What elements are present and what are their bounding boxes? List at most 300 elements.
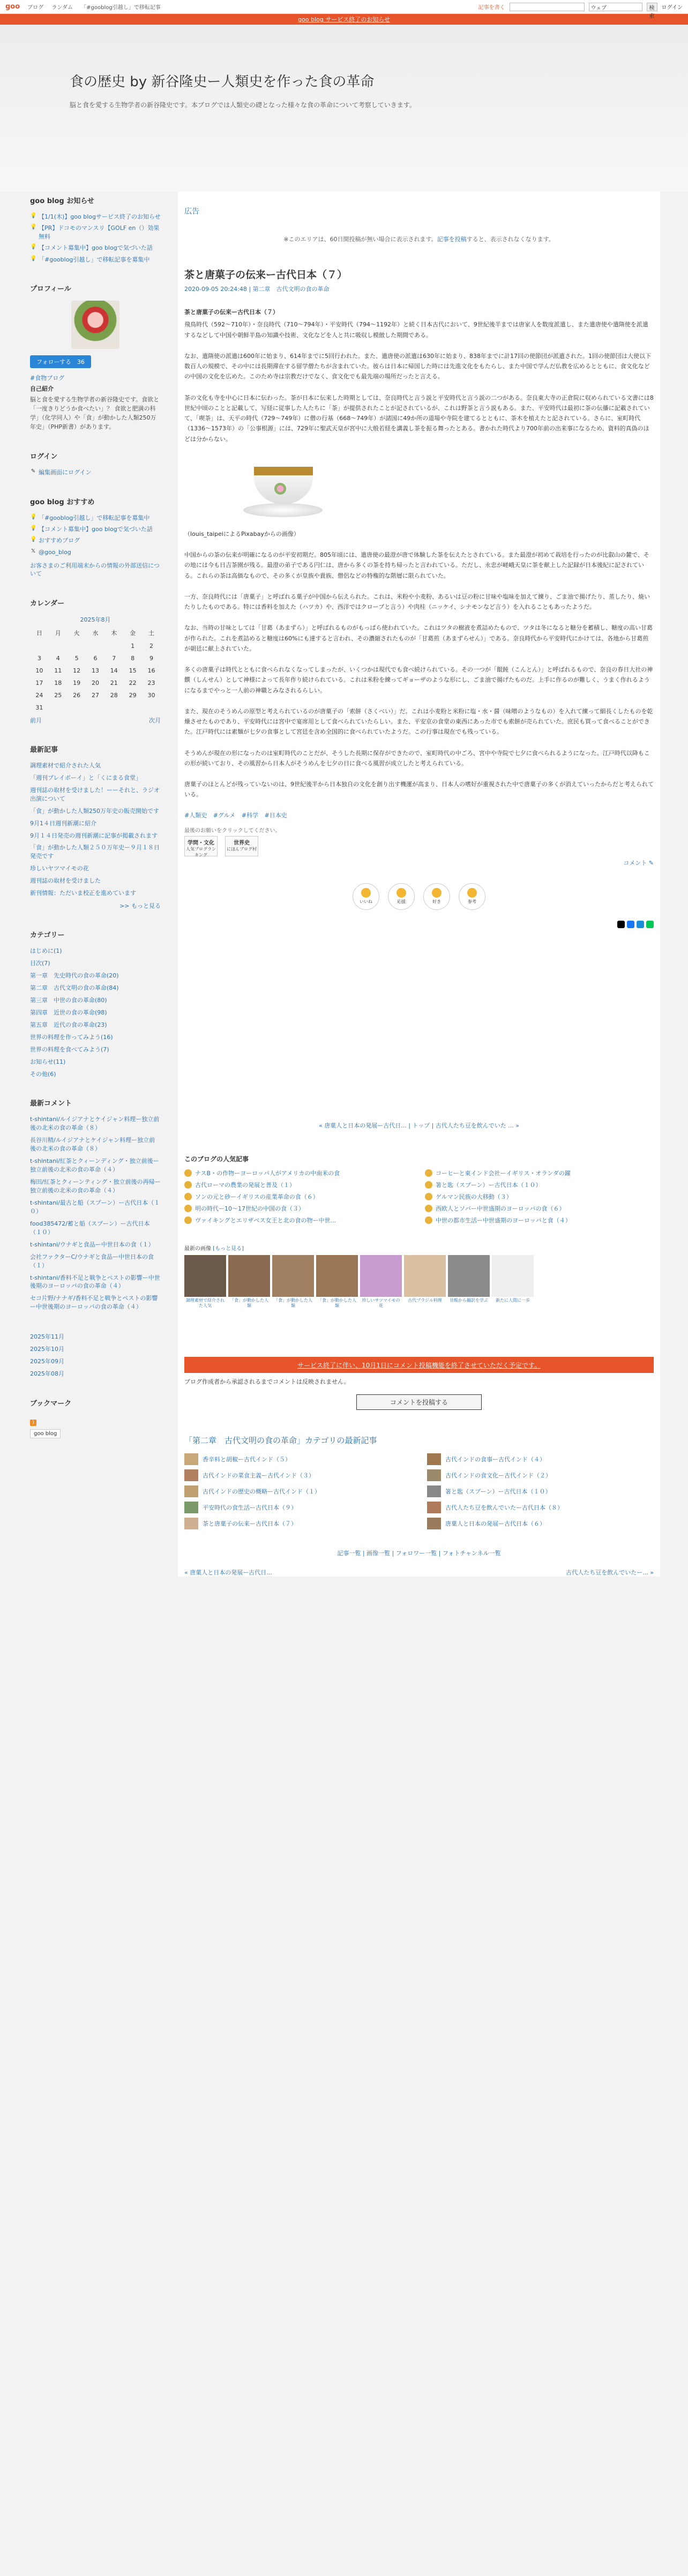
ad-title: 広告 <box>184 207 199 216</box>
comment-item-link[interactable]: t-shintani/最古と船（スプーン）ー古代日本（１０） <box>30 1199 160 1215</box>
login-section <box>30 451 161 476</box>
category-latest-link[interactable]: 平安時代の食生活ー古代日本（９） <box>203 1504 297 1512</box>
calendar-day[interactable]: 16 <box>147 667 155 674</box>
calendar-day <box>86 640 105 652</box>
category-item-link[interactable]: 第三章 中世の食の革命(80) <box>30 996 107 1004</box>
pencil-icon: ✎ <box>648 859 654 867</box>
archive-item-link[interactable]: 2025年09月 <box>30 1358 64 1365</box>
comment-item-link[interactable]: t-shintani/ウナギと食品ー中世日本の食（１） <box>30 1241 154 1248</box>
search-button[interactable]: 検索 <box>647 3 657 11</box>
category-latest-item[interactable] <box>184 1469 411 1481</box>
calendar-week <box>30 689 161 701</box>
comment-item <box>30 1294 161 1311</box>
calendar-day[interactable]: 23 <box>147 679 155 686</box>
lightbulb-icon: 💡 <box>30 525 37 531</box>
line-share-icon[interactable] <box>646 921 654 928</box>
thumbnail-caption: 古代ブラジル料理 <box>408 1297 442 1303</box>
goo-blog-badge[interactable] <box>30 1429 61 1438</box>
post-paragraph: なお、当時の甘味としては「甘葛（あまずら）」と呼ばれるものがもっぱら使われていた。これはツタの樹液を煮詰めたもので、ツタは冬になると糖分を蓄積し、糖度の高い甘葛が作られた。これを煮詰めると糖度は60%にも達すると言われ、その濃縮されたものが「甘葛煎（あまずらせん）」である。奈良時代から平安時代にかけては、各地から甘葛煎が朝廷に献上されていた。 <box>184 624 653 652</box>
login-link[interactable]: ログイン <box>661 5 683 11</box>
calendar-day[interactable]: 5 <box>74 654 79 662</box>
calendar-day[interactable]: 13 <box>91 667 99 674</box>
comment-item-link[interactable]: 梅田/紅茶とクィーンティング・独立前後の再帰ー独立前後の北米の食の革命（４） <box>30 1178 161 1194</box>
recent-images-more[interactable]: [もっと見る] <box>213 1245 244 1252</box>
tag-list <box>184 811 654 819</box>
category-latest-title <box>184 1435 654 1446</box>
archive-item-link[interactable]: 2025年08月 <box>30 1370 64 1378</box>
recent-post-link[interactable]: 週刊誌の取材を受けました！ーーそれと、ラジオ出演について <box>30 786 160 802</box>
calendar-weekday: 月 <box>55 629 61 637</box>
calendar-weekday: 日 <box>36 629 42 637</box>
category-latest-item[interactable] <box>427 1469 654 1481</box>
goo-blog-label: goo blog <box>34 1431 57 1437</box>
popular-link[interactable]: 西欧人とソバー中世盛期のヨーロッパの食（６） <box>436 1205 565 1212</box>
calendar-day[interactable]: 2 <box>149 642 154 649</box>
post-paragraph: 一方、奈良時代には「唐菓子」と呼ばれる菓子が中国から伝えられた。これは、米粉や小麦粉、あるいは豆の粉に甘味や塩味を加えて練り、ごま油で揚げたり、蒸したり、焼いたりしたものである。特には香料を加えた（ハツカ）や、西洋ではクローブと言う）や肉桂（ニッケイ、シナモンなど言う）を入れることもあったようだ。 <box>184 593 650 610</box>
search-scope-select[interactable]: ウェブ <box>589 3 642 11</box>
post-thumbnail <box>184 1502 198 1513</box>
category-item-link[interactable]: 第五章 近代の食の革命(23) <box>30 1021 107 1028</box>
popular-item[interactable] <box>184 1169 413 1177</box>
crown-icon <box>425 1216 432 1224</box>
post-meta[interactable]: 2020-09-05 20:24:48 | 第二章 古代文明の食の革命 <box>184 286 330 293</box>
reaction-label: いいね <box>360 899 372 904</box>
popular-item[interactable] <box>184 1192 413 1201</box>
popular-link[interactable]: コーヒーと東インド会社ーイギリス・オランダの躍 <box>436 1169 571 1177</box>
tag-link[interactable]: #日本史 <box>264 811 287 819</box>
category-item-link[interactable]: 第二章 古代文明の食の革命(84) <box>30 984 119 991</box>
popular-link[interactable]: 明の時代ー10〜17世紀の中国の食（３） <box>195 1205 304 1212</box>
category-latest-item[interactable] <box>184 1485 411 1497</box>
recent-posts-section <box>30 744 161 910</box>
share-buttons <box>184 921 654 928</box>
category-item <box>30 1021 161 1029</box>
crown-icon <box>184 1216 192 1224</box>
calendar-weekday: 金 <box>130 629 136 637</box>
profile-name: 自己紹介 <box>30 385 54 392</box>
post-title[interactable]: 茶と唐菓子の伝来ー古代日本（７） <box>184 269 348 281</box>
archive-item-link[interactable]: 2025年11月 <box>30 1333 64 1341</box>
category-item <box>30 947 161 955</box>
recommend-link[interactable]: 「#gooblog引越し」で移転記事を募集中 <box>39 514 150 521</box>
comment-item-link[interactable]: food385472/蓄と船（スプーン）ー古代日本（１０） <box>30 1220 150 1236</box>
top-nav-blog[interactable]: ブログ <box>27 5 44 11</box>
comment-item <box>30 1220 161 1237</box>
profile-section <box>30 283 161 431</box>
recent-post <box>30 761 161 770</box>
calendar-title: カレンダー <box>30 599 65 608</box>
hatena-share-icon[interactable] <box>637 921 644 928</box>
calendar-day[interactable]: 19 <box>73 679 81 686</box>
calendar-weekday: 火 <box>73 629 80 637</box>
post-thumbnail <box>427 1469 441 1481</box>
category-item <box>30 984 161 992</box>
calendar-day[interactable]: 6 <box>93 654 98 662</box>
category-item-link[interactable]: はじめに(1) <box>30 947 62 955</box>
recent-image[interactable] <box>272 1255 314 1309</box>
comment-item <box>30 1136 161 1153</box>
thumbnail-image <box>272 1255 314 1297</box>
profile-text: 脳と食を愛する生物学者の新谷隆史です。食欲と「一度きりどうか食べたい」？ 食欲と肥満の科学」（化学同人）や「食」が動かした人類250万年史」（PHP新書）があります。 <box>30 395 160 431</box>
comment-link-label: コメント <box>623 859 647 867</box>
calendar-day[interactable]: 22 <box>129 679 137 686</box>
post-thumbnail <box>427 1518 441 1529</box>
goo-logo[interactable]: goo <box>5 3 20 11</box>
comment-item-link[interactable]: 会社ファクターC/ウナギと食品ー中世日本の食（１） <box>30 1253 154 1269</box>
goo-info-section <box>30 195 161 264</box>
tag-link[interactable]: #グルメ <box>213 811 236 819</box>
reaction-button[interactable] <box>388 883 415 910</box>
category-latest-item[interactable] <box>427 1518 654 1529</box>
reaction-button[interactable] <box>459 883 485 910</box>
comment-item <box>30 1253 161 1270</box>
category-latest-item[interactable] <box>184 1502 411 1513</box>
thumbnail-image <box>228 1255 270 1297</box>
ranking-badge[interactable] <box>225 836 258 856</box>
recent-images <box>184 1255 654 1309</box>
thumbnail-image <box>316 1255 358 1297</box>
comment-item-link[interactable]: 長谷川精/ルイジアナとケイジャン料理ー独立前後の北米の食の革命（８） <box>30 1137 155 1153</box>
post-article-link[interactable]: 記事を投稿 <box>437 236 467 243</box>
popular-link[interactable]: ゲルマン民族の大移動（３） <box>436 1193 512 1200</box>
popular-link[interactable]: ヴァイキングとエリザベス女王と北の食の物ー中世... <box>195 1216 336 1224</box>
category-latest-item[interactable] <box>184 1453 411 1465</box>
recommend-link[interactable]: @goo_blog <box>39 548 71 556</box>
calendar-day[interactable]: 30 <box>147 691 155 699</box>
calendar-table <box>30 626 161 714</box>
external-info-link[interactable]: お客さまのご利用端末からの情報の外部送信について <box>30 562 160 578</box>
recent-post-link[interactable]: 9月１４日発売の週刊新潮に記事が掲載されます <box>30 832 158 839</box>
recent-post <box>30 786 161 803</box>
calendar-next[interactable]: 次月 <box>149 716 161 724</box>
facebook-share-icon[interactable] <box>627 921 634 928</box>
post-thumbnail <box>184 1518 198 1529</box>
recent-post-link[interactable]: 調理素材で紹介された人気 <box>30 761 101 769</box>
follow-button[interactable] <box>30 355 91 368</box>
category-item-link[interactable]: 第一章 先史時代の食の革命(20) <box>30 972 119 979</box>
popular-item[interactable] <box>425 1181 654 1189</box>
post-subheading: 茶と唐菓子の伝来ー古代日本（７） <box>184 309 279 316</box>
bottom-prev-link[interactable]: « 唐菓人と日本の発展ー古代日... <box>184 1569 272 1577</box>
ranking-note: 最後のお願いをクリックしてください。 <box>184 827 281 834</box>
ranking-badge[interactable] <box>184 836 218 856</box>
goo-info-link[interactable]: 「#gooblog引越し」で移転記事を募集中 <box>39 256 150 263</box>
calendar-day[interactable]: 31 <box>35 704 43 711</box>
recent-image[interactable] <box>228 1255 270 1309</box>
category-latest-link[interactable]: 古代インドの歴史の概略ー古代インド（１） <box>203 1488 320 1496</box>
reaction-button[interactable] <box>353 883 379 910</box>
recommend-link[interactable]: おすすめブログ <box>39 537 80 544</box>
recent-post <box>30 819 161 828</box>
thumbnail-image <box>448 1255 490 1297</box>
category-item-link[interactable]: お知らせ(11) <box>30 1058 66 1065</box>
category-item-link[interactable]: その他(6) <box>30 1070 56 1078</box>
calendar-day <box>86 701 105 714</box>
calendar-day <box>104 640 123 652</box>
post-paragraph: 中国からの茶の伝来が明確になるのが平安初期だ。805年頃には、遣唐使の最澄が唐で体験した茶を伝えたとされている。また最澄が初めて栽培を行ったのが比叡山の麓で、その地には今も日吉茶園が残る。最澄の弟子である円仁は、唐から多くの茶を持ち帰ったと言われている。ただし、永忠が嵯峨天皇に茶を献上した記録が日本後紀に記されている。これらの茶は高価なもので、その多くが皇族や貴族、僧侶などの特権的な階層に限られていた。 <box>184 551 649 579</box>
calendar-week <box>30 664 161 677</box>
popular-item[interactable] <box>184 1216 413 1224</box>
comments-title: 最新コメント <box>30 1100 72 1108</box>
post-thumbnail <box>427 1453 441 1465</box>
post-paragraph: そうめんが現在の形になったのは室町時代のことだが、そうした長期に保存ができたので、室町時代の中ごろ、宮中や寺院で七夕に食べられるようになった。江戸時代以降もこの形が続いており、その風習から日本人がそうめんを七夕の日に食べる風習が成立したと考えられている。 <box>184 749 650 767</box>
category-item <box>30 996 161 1005</box>
calendar-day[interactable]: 29 <box>129 691 137 699</box>
recent-image[interactable] <box>316 1255 358 1309</box>
thumbnail-caption: 新たに人間に一歩 <box>496 1297 530 1303</box>
cheer-icon <box>397 888 406 898</box>
category-item-link[interactable]: 世界の料理を作ってみよう(16) <box>30 1033 113 1041</box>
calendar-prev[interactable]: 前月 <box>30 716 42 724</box>
category-latest-item[interactable] <box>427 1502 654 1513</box>
bottom-next-link[interactable]: 古代人たち豆を飲んでいたー... » <box>566 1569 654 1577</box>
calendar-week <box>30 677 161 689</box>
archive-item <box>30 1357 161 1366</box>
thumbnail-caption: 「食」が動かした人類 <box>230 1297 268 1308</box>
calendar-day[interactable]: 10 <box>35 667 43 674</box>
top-bar <box>0 0 688 19</box>
calendar-month: 2025年8月 <box>80 616 111 623</box>
comment-item <box>30 1274 161 1291</box>
smile-icon <box>361 888 371 898</box>
comment-item <box>30 1199 161 1216</box>
crown-icon <box>184 1205 192 1212</box>
archive-list <box>30 1333 161 1378</box>
thumbnail-caption: 「食」が動かした人類 <box>274 1297 312 1308</box>
recent-image[interactable] <box>448 1255 490 1309</box>
recent-post <box>30 774 161 782</box>
post-comment-button[interactable]: コメントを投稿する <box>356 1394 482 1410</box>
comment-link[interactable] <box>184 858 654 867</box>
idea-icon <box>467 888 477 898</box>
calendar-day[interactable]: 11 <box>54 667 62 674</box>
prev-next-nav[interactable]: « 唐菓人と日本の発展ー古代日... | トップ | 古代人たち豆を飲んでいた ... » <box>319 1122 519 1129</box>
heart-icon <box>432 888 442 898</box>
post-thumbnail <box>184 1453 198 1465</box>
recent-image[interactable] <box>404 1255 446 1309</box>
category-title: カテゴリー <box>30 931 65 940</box>
comment-end-link[interactable]: サービス終了に伴い、10月1日にコメント投稿機能を終了させていただく予定です。 <box>297 1361 541 1369</box>
recent-post <box>30 832 161 840</box>
goo-info-title: goo blog お知らせ <box>30 197 94 205</box>
post-paragraph: また、現在のそうめんの原型と考えられているのが唐菓子の「索餅（さくべい）」だ。これは小麦粉と米粉に塩・水・醤（味噌のようなもの）を入れて練って細長くしたものを乾燥させたものであり、平安時代には宮中で宴席用として食べられていたらしい。また、平安京の食堂の東西にあった市でも索餅が売られていた。庶民も買って食べることができた。江戸時代には素麺が七夕の食事として宮廷を含め全国的に食べられていたようだ。この行事は現在でも残っている。 <box>184 707 653 736</box>
tag-link[interactable]: #人類史 <box>184 811 207 819</box>
calendar-day[interactable]: 17 <box>35 679 43 686</box>
service-end-link[interactable]: goo blog サービス終了のお知らせ <box>298 16 390 23</box>
crown-icon <box>425 1169 432 1177</box>
calendar-day[interactable]: 18 <box>54 679 62 686</box>
category-item-link[interactable]: 第四章 近世の食の革命(98) <box>30 1009 107 1016</box>
thumbnail-caption: 調理素材で紹介された人気 <box>186 1297 225 1308</box>
archive-section <box>30 1333 161 1378</box>
ranking-badge-name: 人気ブログランキング <box>186 846 216 857</box>
blog-description: 脳と食を愛する生物学者の新谷隆史です。本ブログでは人類史の礎となった様々な食の革命について考察していきます。 <box>70 101 416 109</box>
comment-list <box>30 1115 161 1311</box>
popular-link[interactable]: 箸と匙（スプーン）ー古代日本（１０） <box>436 1181 542 1189</box>
blog-title[interactable]: 食の歴史 by 新谷隆史ー人類史を作った食の革命 <box>70 74 375 90</box>
ad-note-text-suffix: すると、表示されなくなります。 <box>466 236 555 243</box>
category-latest-item[interactable] <box>427 1485 654 1497</box>
recent-post-link[interactable]: 「食」が動かした人類250万年史の販売開始です <box>30 807 159 815</box>
blog-header <box>0 25 688 192</box>
popular-link[interactable]: ナスB・の作物ーヨーロッパ人がアメリカの中南米の食 <box>195 1169 340 1177</box>
calendar-day[interactable]: 24 <box>35 691 43 699</box>
category-latest-link[interactable]: 古代インドの食文化ー古代インド（２） <box>445 1472 551 1480</box>
category-latest-link[interactable]: 古代インドの菜食主義ー古代インド（３） <box>203 1472 315 1480</box>
popular-item[interactable] <box>425 1169 654 1177</box>
post-body <box>184 307 654 800</box>
ranking-badge-top: 学問・文化 <box>188 840 214 846</box>
popular-link[interactable]: 中世の都市生活ー中世盛期のヨーロッパと食（４） <box>436 1216 571 1224</box>
top-nav-random[interactable]: ランダム <box>51 5 73 11</box>
archive-item <box>30 1345 161 1354</box>
archive-item-link[interactable]: 2025年10月 <box>30 1346 64 1353</box>
calendar-day[interactable]: 26 <box>73 691 81 699</box>
calendar-week <box>30 701 161 714</box>
write-post-link[interactable]: 記事を書く <box>478 5 505 11</box>
ranking-badge-name: にほんブログ村 <box>227 846 257 852</box>
comment-item <box>30 1178 161 1195</box>
comment-item-link[interactable]: t-shintani/ルイジアナとケイジャン料理ー独立前後の北米の食の革命（８） <box>30 1116 160 1132</box>
recent-posts-title: 最新記事 <box>30 745 58 754</box>
bookmark-section <box>30 1398 161 1438</box>
top-nav <box>27 3 167 11</box>
crown-icon <box>425 1181 432 1189</box>
recent-image[interactable] <box>492 1255 534 1309</box>
calendar-day[interactable]: 15 <box>129 667 137 674</box>
recent-image[interactable] <box>360 1255 402 1309</box>
reaction-label: 応援 <box>397 899 406 904</box>
category-latest-item[interactable] <box>427 1453 654 1465</box>
calendar-day <box>68 701 86 714</box>
rss-icon: ) <box>30 1420 36 1426</box>
recent-post <box>30 843 161 861</box>
calendar-day[interactable]: 1 <box>131 642 135 649</box>
calendar-section <box>30 598 161 725</box>
recommend-section <box>30 496 161 578</box>
recent-more-link[interactable]: >> もっと見る <box>119 902 161 910</box>
post-thumbnail <box>427 1502 441 1513</box>
comment-item-link[interactable]: セコ片野/ナナギ/香料不足と戦争とペストの影響ー中世後期のヨーロッパの食の革命（４） <box>30 1295 158 1311</box>
calendar-day[interactable]: 3 <box>37 654 41 662</box>
category-latest-link[interactable]: 香辛料と胡椒ー古代インド（５） <box>203 1456 291 1464</box>
popular-item[interactable] <box>184 1204 413 1213</box>
recent-post-link[interactable]: 9月1４日週刊新潮に紹介 <box>30 819 96 827</box>
archive-item <box>30 1333 161 1341</box>
lightbulb-icon: 💡 <box>30 513 37 520</box>
category-item-link[interactable]: 世界の料理を食べてみよう(7) <box>30 1046 109 1053</box>
comment-item-link[interactable]: t-shintani/紅茶とクィーンディング・独立前後ー独立前後の北米の食の革命（４） <box>30 1158 159 1174</box>
goo-info-link[interactable]: 【1/1(木)】goo blogサービス終了のお知らせ <box>39 213 161 220</box>
thumbnail-image <box>360 1255 402 1297</box>
lightbulb-icon: 💡 <box>30 224 37 230</box>
category-latest-link[interactable]: 古代インドの食事ー古代インド（４） <box>445 1456 545 1464</box>
bottom-nav <box>184 1568 654 1577</box>
calendar-day[interactable]: 8 <box>131 654 135 662</box>
calendar-day[interactable]: 12 <box>73 667 81 674</box>
tag-link[interactable]: #科学 <box>241 811 258 819</box>
recent-image[interactable] <box>184 1255 226 1309</box>
category-latest-list <box>184 1453 654 1529</box>
category-item <box>30 1033 161 1042</box>
comments-section <box>30 1097 161 1311</box>
category-latest-link[interactable]: 箸と匙（スプーン）ー古代日本（１０） <box>445 1488 551 1496</box>
popular-item[interactable] <box>425 1204 654 1213</box>
popular-link[interactable]: ソンの元と砂ーイギリスの産業革命の食（６） <box>195 1193 319 1200</box>
comment-item <box>30 1115 161 1132</box>
popular-list <box>184 1169 654 1224</box>
calendar-day[interactable]: 25 <box>54 691 62 699</box>
reaction-button[interactable] <box>423 883 450 910</box>
category-latest-link[interactable]: 古代人たち豆を飲んでいたー古代日本（８） <box>445 1504 563 1512</box>
goo-info-link[interactable]: 【コメント募集中】goo blogで気づいた話 <box>39 244 153 252</box>
edit-login-link[interactable]: 編集画面にログイン <box>39 469 92 476</box>
popular-title: このブログの人気記事 <box>184 1155 249 1163</box>
category-latest-link[interactable]: 茶と唐菓子の伝来ー古代日本（７） <box>203 1520 297 1528</box>
recent-post-link[interactable]: 新刊情報：ただいま校正を進めています <box>30 890 136 897</box>
calendar-day <box>104 701 123 714</box>
recent-post-link[interactable]: 「食」が動かした人類２５０万年史ー９月１８日発売です <box>30 844 160 860</box>
calendar-day <box>49 701 68 714</box>
post-paragraph: 飛鳥時代（592〜710年）・奈良時代（710〜794年）・平安時代（794〜1192年）と続く日本古代において、9世紀後半までは唐家人を数度派遣し、また遣唐使や遣隋使を派遣するなどして中国や朝鮮半島の知識や技術、文化などを人と共に吸収し模倣した期間である。 <box>184 321 648 339</box>
calendar-day[interactable]: 27 <box>91 691 99 699</box>
category-item <box>30 1009 161 1017</box>
popular-item[interactable] <box>425 1192 654 1201</box>
recent-images-label: 最新の画像 <box>184 1245 211 1252</box>
recommend-link[interactable]: 【コメント募集中】goo blogで気づいた話 <box>39 525 153 533</box>
calendar-day[interactable]: 20 <box>91 679 99 686</box>
calendar-day[interactable]: 9 <box>149 654 154 662</box>
lightbulb-icon: 💡 <box>30 244 37 250</box>
comment-approval-note: ブログ作成者から承認されるまでコメントは反映されません。 <box>184 1378 350 1386</box>
recent-post-link[interactable]: 週刊誌の取材を受けました <box>30 877 101 885</box>
category-latest-name[interactable]: 「第二章 古代文明の食の革命」 <box>184 1436 305 1446</box>
x-share-icon[interactable] <box>617 921 625 928</box>
profile-title: プロフィール <box>30 285 71 293</box>
recent-images-title <box>184 1244 654 1252</box>
thumbnail-image <box>184 1255 226 1297</box>
profile-tag[interactable]: #食物ブログ <box>30 374 65 382</box>
popular-item[interactable] <box>184 1181 413 1189</box>
category-item <box>30 959 161 968</box>
calendar-day[interactable]: 14 <box>110 667 118 674</box>
login-title: ログイン <box>30 453 58 461</box>
calendar-day[interactable]: 4 <box>56 654 60 662</box>
popular-link[interactable]: 古代ローマの農業の発展と普及（１） <box>195 1181 295 1189</box>
crown-icon <box>184 1181 192 1189</box>
ranking-badge-top: 世界史 <box>234 840 250 846</box>
recent-post-link[interactable]: 珍しいヤツマイモの花 <box>30 865 89 872</box>
lightbulb-icon: 💡 <box>30 255 37 262</box>
category-latest-link[interactable]: 唐菓人と日本の発展ー古代日本（６） <box>445 1520 545 1528</box>
footer-links[interactable]: 記事一覧 | 画像一覧 | フォロワー一覧 | フォトチャンネル一覧 <box>337 1550 501 1557</box>
recent-post-link[interactable]: 「週刊プレイボーイ」と「くにまる食堂」 <box>30 774 142 781</box>
calendar-day[interactable]: 21 <box>110 679 118 686</box>
popular-item[interactable] <box>425 1216 654 1224</box>
calendar-day[interactable]: 7 <box>112 654 116 662</box>
search-input[interactable] <box>510 3 585 11</box>
recent-posts-list <box>30 761 161 898</box>
top-nav-migration[interactable]: 「#gooblog引越し」で移転記事 <box>81 5 161 11</box>
category-latest-item[interactable] <box>184 1518 411 1529</box>
goo-info-link[interactable]: 【PR】ドコモのマンスリ【GOLF en（）効果無料 <box>39 225 160 240</box>
thumbnail-caption: 甘酸から翻訳を学ぶ <box>450 1297 488 1303</box>
comment-item-link[interactable]: t-shintani/香料不足と戦争とペストの影響ー中世後期のヨーロッパの食の革命（４） <box>30 1274 160 1290</box>
category-item-link[interactable]: 目次(7) <box>30 960 50 967</box>
crown-icon <box>184 1169 192 1177</box>
calendar-day[interactable]: 28 <box>110 691 118 699</box>
recent-post <box>30 877 161 885</box>
